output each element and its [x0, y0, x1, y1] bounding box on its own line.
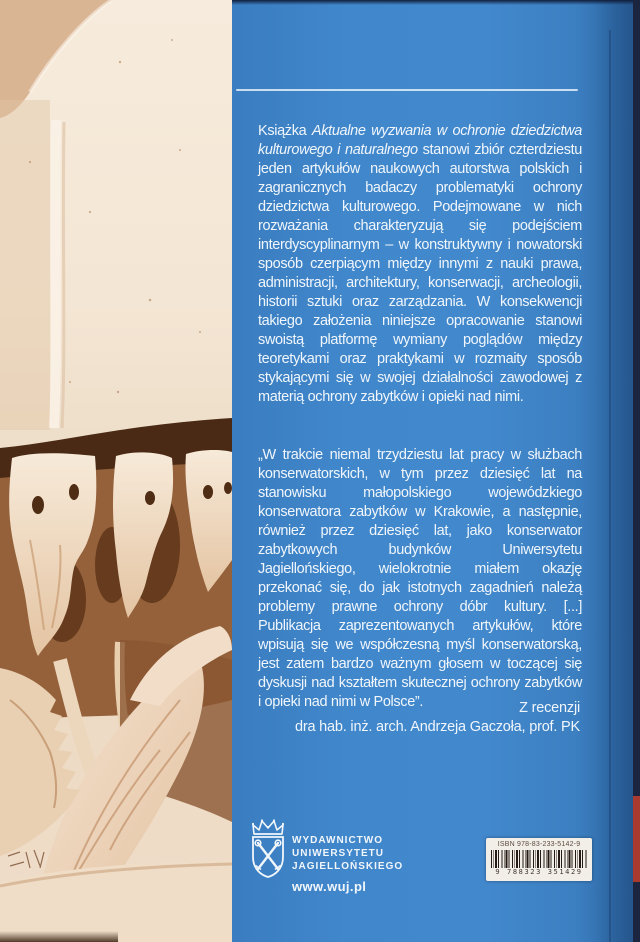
stone-carving-illustration: [0, 0, 232, 942]
barcode: [491, 850, 587, 868]
cover-top-edge-shadow: [232, 0, 640, 5]
barcode-digits: 9 788323 351429: [495, 868, 583, 876]
stone-capital-photo: [0, 0, 232, 942]
publisher-name-line-2: UNIWERSYTETU: [292, 847, 384, 859]
book-title-italic: Aktualne wyzwania w ochronie dziedzictwa kulturowego i naturalnego: [258, 123, 583, 158]
jagiellonian-crest-icon: [250, 819, 286, 879]
blurb-prefix: Książka: [258, 123, 312, 139]
credit-source: Z recenzji: [519, 700, 580, 716]
review-quote: „W trakcie niemal trzydziestu lat pracy w służbach konserwatorskich, w tym przez dziesięć lat na stanowisku małopolskiego wojewódzkiego konserwatora zabytków w Krakowie, a następnie, również przez dziesięć lat, jako konserwator zabytkowych budynków Uniwersytetu Jagiellońskiego, wielokrotnie miałem okazję przekonać się, do jak istotnych zagadnień należą problemy prawne ochrony dóbr kultury. [...] Publikacja zaprezentowanych artykułów, które wpisują się we współczesną myśl konserwatorską, jest zatem bardzo ważnym głosem w toczącej się dyskusji nad kształtem skutecznej ochrony zabytków i opieki nad nimi w Polsce”.: [258, 447, 582, 710]
cover-edge-red-mark: [633, 796, 640, 882]
book-blurb: [258, 122, 582, 407]
blurb-body: stanowi zbiór czterdziestu jeden artykułów naukowych autorstwa polskich i zagranicznych badaczy problematyki ochrony dziedzictwa kulturowego. Podejmowane w nich rozważania charakteryzują się podejściem interdyscyplinarnym – w konstruktywny i nowatorski sposób czerpiącym między innymi z nauki prawa, administracji, architektury, konserwacji, archeologii, historii sztuki oraz zarządzania. W konsekwencji takiego założenia niniejsze opracowanie stanowi swoistą platformę wymiany poglądów między teoretykami oraz praktykami w rozmaity sposób stykającymi się w swojej działalności zawodowej z materią ochrony zabytków i opieki nad nimi.: [258, 142, 582, 405]
isbn-number: ISBN 978-83-233-5142-9: [497, 841, 581, 848]
publisher-website: www.wuj.pl: [292, 879, 367, 895]
credit-reviewer: dra hab. inż. arch. Andrzeja Gaczoła, prof. PK: [295, 719, 580, 735]
publisher-block: [250, 817, 420, 907]
publisher-name: [292, 835, 403, 894]
photo-bottom-shadow: [0, 931, 118, 942]
publisher-name-line-3: JAGIELLOŃSKIEGO: [292, 860, 404, 872]
isbn-label: [486, 838, 592, 881]
review-credit: [295, 699, 580, 737]
publisher-name-line-1: WYDAWNICTWO: [292, 835, 383, 846]
cover-fold-shading: [594, 0, 633, 942]
crown-shield-crossed-keys-icon: [250, 819, 286, 879]
cover-scratch: [236, 89, 578, 91]
cover-fold-crease: [609, 30, 611, 942]
